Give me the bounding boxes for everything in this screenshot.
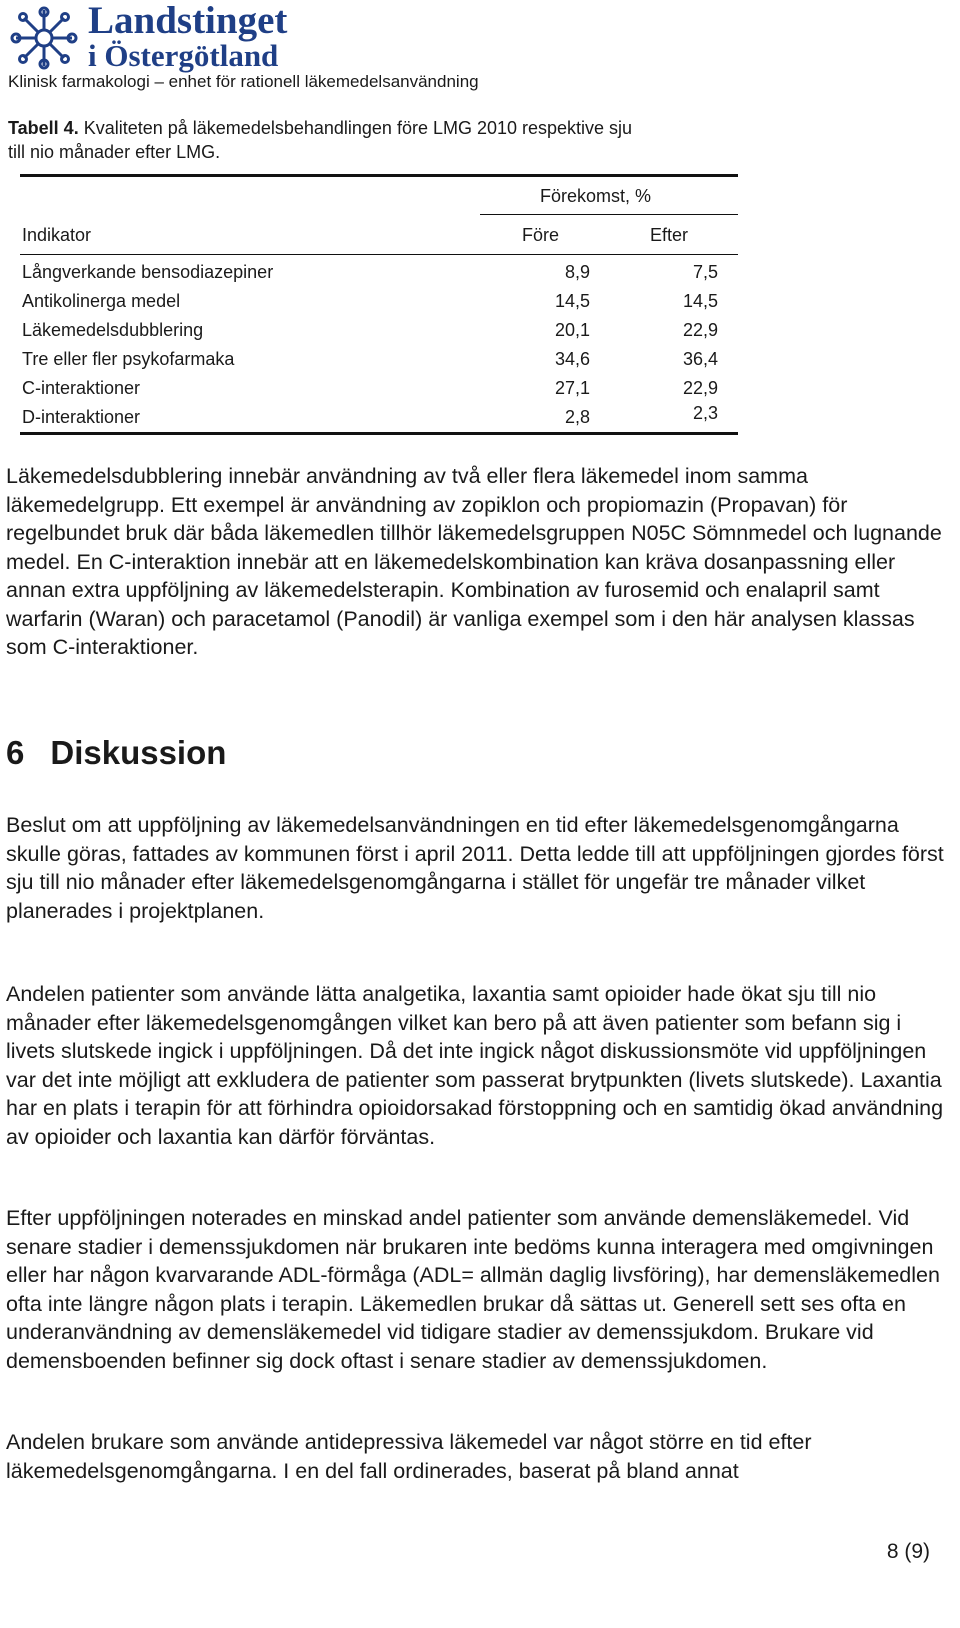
row-indicator: Tre eller fler psykofarmaka	[22, 349, 235, 369]
discussion-paragraph: Andelen patienter som använde lätta analgetika, laxantia samt opioider hade ökat sju till nio månader efter läkemedelsgenomgången vilket kan bero på att även patienter som befann sig i livets slutskede ingick i uppföljningen. Då det inte ingick något diskussionsmöte vid uppföljningen var det inte möjligt att exkludera de patienter som passerat brytpunkten (livets slutskede). Laxantia har en plats i terapin för att förhindra opioidorsakad förstoppning och en samtidig ökad användning av opioider och laxantia kan därför förväntas.	[6, 982, 944, 1149]
discussion-paragraph: Beslut om att uppföljning av läkemedelsanvändningen en tid efter läkemedelsgenomgångarna skulle göras, fattades av kommunen först i april 2011. Detta ledde till att uppföljningen gjordes först sju till nio månader efter läkemedelsgenomgångarna i stället för ungefär tre månader vilket planerades i projektplanen.	[6, 813, 944, 923]
row-value-efter: 14,5	[682, 291, 718, 311]
row-value-efter: 2,3	[692, 403, 718, 423]
flower-emblem-icon	[8, 6, 80, 70]
row-indicator: Långverkande bensodiazepiner	[22, 262, 274, 282]
row-value-efter: 22,9	[682, 320, 718, 340]
row-value-efter: 36,4	[682, 349, 718, 369]
row-value-efter: 7,5	[692, 262, 718, 282]
page-number: 8 (9)	[886, 1540, 930, 1563]
organization-subtitle: Klinisk farmakologi – enhet för rationell läkemedelsanvändning	[8, 72, 479, 91]
discussion-paragraph: Efter uppföljningen noterades en minskad andel patienter som använde demensläkemedel. Vid senare stadier i demenssjukdomen när brukaren inte bedöms kunna interagera med omgivningen eller har någon kvarvarande ADL-förmåga (ADL= allmän daglig livsföring), har demensläkemedlen ofta inte längre någon plats i terapin. Läkemedlen brukar då sättas ut. Generell sett ses ofta en underanvändning av demensläkemedel vid tidigare stadier av demenssjukdom. Brukare vid demensboenden befinner sig dock oftast i senare stadier av demenssjukdomen.	[6, 1206, 940, 1373]
row-value-fore: 34,6	[554, 349, 590, 369]
section-title: Diskussion	[50, 734, 227, 771]
logo-subtitle: i Östergötland	[88, 38, 279, 73]
logo-title: Landstinget	[88, 0, 288, 42]
row-indicator: D-interaktioner	[22, 407, 141, 427]
section-heading	[6, 734, 226, 772]
row-indicator: Antikolinerga medel	[22, 291, 181, 311]
column-header-fore: Före	[522, 225, 560, 245]
section-number: 6	[6, 734, 25, 771]
row-indicator: C-interaktioner	[22, 378, 141, 398]
table-caption	[8, 116, 648, 164]
row-value-fore: 8,9	[564, 262, 590, 282]
group-header-rule	[480, 214, 738, 215]
row-value-fore: 14,5	[554, 291, 590, 311]
discussion-paragraph: Andelen brukare som använde antidepressiva läkemedel var något större en tid efter läkemedelsgenomgångarna. I en del fall ordinerades, baserat på bland annat	[6, 1430, 812, 1483]
table-top-rule	[20, 174, 738, 177]
row-value-fore: 2,8	[564, 407, 590, 427]
table-label: Tabell 4.	[8, 118, 79, 138]
row-indicator: Läkemedelsdubblering	[22, 320, 204, 340]
header-rule	[20, 254, 738, 255]
row-value-efter: 22,9	[682, 378, 718, 398]
row-value-fore: 27,1	[554, 378, 590, 398]
table-group-header: Förekomst, %	[540, 186, 652, 206]
landstinget-logo	[8, 0, 308, 73]
table-bottom-rule	[20, 432, 738, 435]
table-caption-text: Kvaliteten på läkemedelsbehandlingen före LMG 2010 respektive sju till nio månader efter LMG.	[8, 118, 633, 162]
column-header-efter: Efter	[650, 225, 689, 245]
row-value-fore: 20,1	[554, 320, 590, 340]
explanation-paragraph: Läkemedelsdubblering innebär användning av två eller flera läkemedel inom samma läkemedelgrupp. Ett exempel är användning av zopiklon och propiomazin (Propavan) för regelbundet bruk där båda läkemedlen tillhör läkemedelsgruppen N05C Sömnmedel och lugnande medel. En C-interaktion innebär att en läkemedelskombination kan kräva dosanpassning eller annan extra uppföljning av läkemedelsterapin. Kombination av furosemid och enalapril samt warfarin (Waran) och paracetamol (Panodil) är vanliga exempel som i den här analysen klassas som C-interaktioner.	[6, 464, 942, 659]
column-header-indikator: Indikator	[22, 225, 92, 245]
